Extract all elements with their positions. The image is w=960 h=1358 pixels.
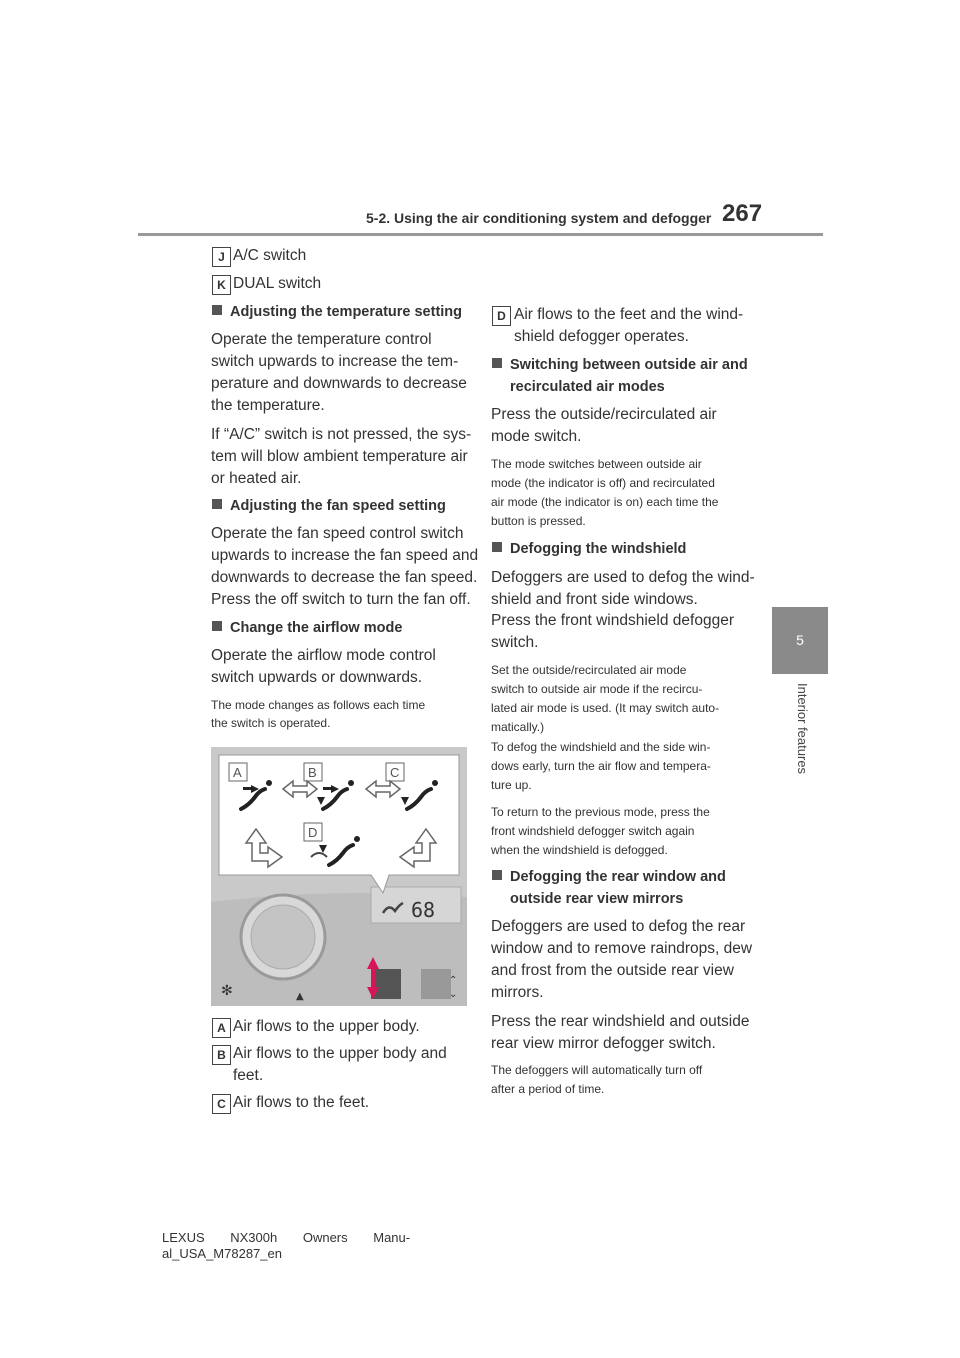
chapter-tab: 5 bbox=[772, 607, 828, 674]
section-heading: Switching between outside air and bbox=[492, 354, 748, 376]
svg-text:⌄: ⌄ bbox=[449, 989, 458, 1000]
label-tag: K bbox=[212, 275, 231, 295]
callout-bubble bbox=[219, 755, 459, 893]
body-line: Defoggers are used to defog the wind- bbox=[491, 569, 755, 586]
item-text: Air flows to the feet. bbox=[233, 1094, 370, 1111]
item-text: A/C switch bbox=[233, 247, 307, 264]
bullet-square-icon bbox=[212, 621, 222, 631]
body-line: Press the off switch to turn the fan off. bbox=[211, 591, 471, 608]
label-tag: D bbox=[492, 306, 511, 326]
section-heading: Defogging the rear window and bbox=[492, 866, 726, 888]
svg-text:▲: ▲ bbox=[296, 991, 304, 1002]
bullet-square-icon bbox=[212, 305, 222, 315]
body-line: Press the rear windshield and outside bbox=[491, 1013, 750, 1030]
page-number: 267 bbox=[722, 200, 763, 227]
figure-label-d: D bbox=[308, 825, 318, 840]
bullet-square-icon bbox=[492, 542, 502, 552]
section-heading-cont: outside rear view mirrors bbox=[510, 891, 684, 907]
figure-label-b: B bbox=[308, 765, 317, 780]
note-line: Set the outside/recirculated air mode bbox=[491, 663, 687, 677]
bullet-square-icon bbox=[492, 870, 502, 880]
item-text: feet. bbox=[233, 1067, 264, 1084]
svg-text:✻: ✻ bbox=[221, 983, 233, 999]
body-line: window and to remove raindrops, dew bbox=[491, 940, 753, 957]
section-title: 5-2. Using the air conditioning system and defogger bbox=[366, 210, 712, 226]
label-tag: J bbox=[212, 247, 231, 267]
display-value: 68 bbox=[411, 898, 436, 922]
figure-label-a: A bbox=[233, 765, 242, 780]
note-line: air mode (the indicator is on) each time the bbox=[491, 495, 719, 509]
body-line: Operate the temperature control bbox=[211, 331, 432, 348]
note-line: front windshield defogger switch again bbox=[491, 824, 695, 838]
note-line: The mode switches between outside air bbox=[491, 457, 702, 471]
bullet-square-icon bbox=[492, 358, 502, 368]
fan-switch bbox=[421, 969, 451, 999]
body-line: upwards to increase the fan speed and bbox=[211, 547, 479, 564]
body-line: perature and downwards to decrease bbox=[211, 375, 467, 392]
airflow-illustration bbox=[211, 747, 467, 1006]
airflow-mode-figure bbox=[211, 747, 467, 1006]
body-line: shield and front side windows. bbox=[491, 591, 698, 608]
body-line: Operate the fan speed control switch bbox=[211, 525, 464, 542]
note-line: To defog the windshield and the side win- bbox=[491, 740, 711, 754]
body-line: Press the front windshield defogger bbox=[491, 612, 734, 629]
section-heading: Change the airflow mode bbox=[212, 617, 402, 639]
note-line: lated air mode is used. (It may switch auto- bbox=[491, 701, 720, 715]
note-line: The defoggers will automatically turn off bbox=[491, 1063, 703, 1077]
figure-label-c: C bbox=[390, 765, 400, 780]
body-line: mode switch. bbox=[491, 428, 582, 445]
note-line: when the windshield is defogged. bbox=[491, 843, 668, 857]
label-tag: A bbox=[212, 1018, 231, 1038]
note-line: ture up. bbox=[491, 778, 532, 792]
body-line: mirrors. bbox=[491, 984, 544, 1001]
item-text: Air flows to the feet and the wind- bbox=[514, 306, 744, 323]
body-line: switch upwards to increase the tem- bbox=[211, 353, 459, 370]
airflow-mode-switch bbox=[371, 969, 401, 999]
label-tag: C bbox=[212, 1094, 231, 1114]
header-divider bbox=[138, 233, 823, 236]
bullet-square-icon bbox=[212, 499, 222, 509]
body-line: and frost from the outside rear view bbox=[491, 962, 734, 979]
section-heading: Adjusting the temperature setting bbox=[212, 301, 462, 323]
note-line: mode (the indicator is off) and recirculated bbox=[491, 476, 715, 490]
note-line: after a period of time. bbox=[491, 1082, 605, 1096]
body-line: rear view mirror defogger switch. bbox=[491, 1035, 716, 1052]
body-line: If “A/C” switch is not pressed, the sys- bbox=[211, 426, 472, 443]
section-heading-cont: recirculated air modes bbox=[510, 379, 665, 395]
item-text: Air flows to the upper body. bbox=[233, 1018, 420, 1035]
section-heading: Defogging the windshield bbox=[492, 538, 686, 560]
note-line: matically.) bbox=[491, 720, 545, 734]
item-text: shield defogger operates. bbox=[514, 328, 689, 345]
note-line: button is pressed. bbox=[491, 514, 586, 528]
body-line: tem will blow ambient temperature air bbox=[211, 448, 468, 465]
item-text: Air flows to the upper body and bbox=[233, 1045, 447, 1062]
section-heading: Adjusting the fan speed setting bbox=[212, 495, 446, 517]
chapter-label: Interior features bbox=[795, 683, 810, 775]
label-tag: B bbox=[212, 1045, 231, 1065]
body-line: switch upwards or downwards. bbox=[211, 669, 423, 686]
note-line: switch to outside air mode if the recircu- bbox=[491, 682, 703, 696]
body-line: downwards to decrease the fan speed. bbox=[211, 569, 478, 586]
note-line: The mode changes as follows each time bbox=[211, 698, 426, 712]
item-text: DUAL switch bbox=[233, 275, 322, 292]
note-line: dows early, turn the air flow and tempera- bbox=[491, 759, 711, 773]
body-line: Defoggers are used to defog the rear bbox=[491, 918, 746, 935]
svg-text:⌃: ⌃ bbox=[449, 975, 458, 986]
body-line: the temperature. bbox=[211, 397, 325, 414]
body-line: Operate the airflow mode control bbox=[211, 647, 436, 664]
note-line: the switch is operated. bbox=[211, 716, 331, 730]
body-line: switch. bbox=[491, 634, 539, 651]
body-line: or heated air. bbox=[211, 470, 302, 487]
footer-line: LEXUS NX300h Owners Manu- bbox=[162, 1230, 411, 1245]
body-line: Press the outside/recirculated air bbox=[491, 406, 717, 423]
note-line: To return to the previous mode, press the bbox=[491, 805, 710, 819]
footer bbox=[162, 1230, 410, 1262]
footer-line: al_USA_M78287_en bbox=[162, 1246, 282, 1261]
